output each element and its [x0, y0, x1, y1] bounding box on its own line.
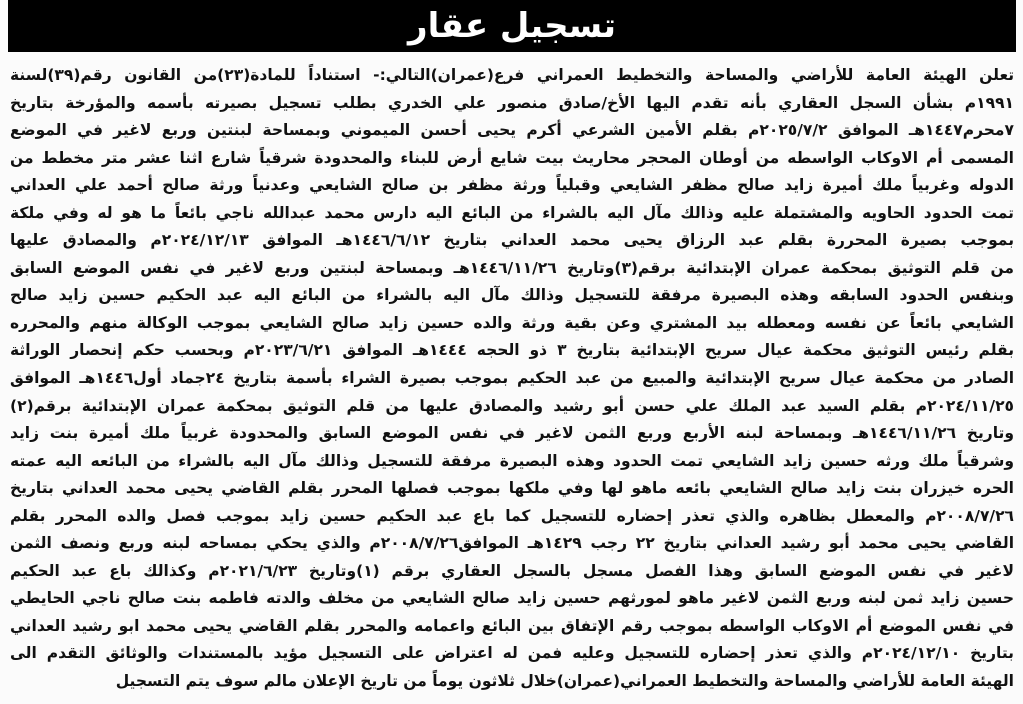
page-title: تسجيل عقار	[408, 6, 616, 46]
text-line: الهيئة العامة للأراضي والمساحة والتخطيط العمراني(عمران)خلال ثلاثون يوماً من تاريخ الإعلان مالم سوف يتم التسجيل	[115, 672, 1014, 691]
text-line: تمت الحدود الحاويه والمشتملة عليه وذالك مآل اليه بالشراء من البائع اليه دارس محمد عبدالله ناجي بائعاً ما هو له وفي ملكة	[10, 203, 1014, 222]
text-line: الدوله وغربياً ملك أميرة زايد صالح مظفر الشايعي وقبلياً ورثة مظفر بن صالح الشايعي وعدنياً ورثة صالح أحمد علي العداني	[10, 176, 1014, 195]
text-line: بتاريخ ٢٠٢٤/١٢/١٠م والذي تعذر إحضاره للتسجيل وعليه فمن له اعتراض على التسجيل مؤيد بالمستندات والوثائق التقدم الى	[10, 644, 1014, 663]
text-line: في نفس الموضع أم الاوكاب الواسطه بموجب رقم الإتفاق بين البائع واعمامه والمحرر بقلم القاضي يحيى محمد ابو رشيد العداني	[10, 616, 1014, 635]
text-line: حسين زايد ثمن لبنه وربع الثمن لاغير ماهو لمورثهم حسين زايد صالح الشايعي من مخلف والدته فاطمه بنت صالح ناجي الحايطي	[10, 589, 1014, 608]
text-line: لاغير في نفس الموضع السابق وهذا الفصل مسجل بالسجل العقاري برقم (١)وتاريخ ٢٠٢١/٦/٢٣م وكذالك باع عبد الحكيم	[10, 561, 1014, 580]
text-line: بموجب بصيرة المحررة بقلم عبد الرزاق يحيى محمد العداني بتاريخ ١٤٤٦/٦/١٢هـ الموافق ٢٠٢٤/١٢/١٣م والمصادق عليها	[10, 231, 1014, 250]
text-line: تعلن الهيئة العامة للأراضي والمساحة والتخطيط العمراني فرع(عمران)التالي:- استناداً للمادة(٢٣)من القانون رقم(٣٩)لسنة	[10, 66, 1014, 84]
text-line: القاضي يحيى محمد أبو رشيد العداني بتاريخ ٢٢ رجب ١٤٢٩هـ الموافق٢٠٠٨/٧/٢٦م والذي يحكي بمساحه لبنه وربع ونصف الثمن	[10, 534, 1014, 553]
text-line: ١٩٩١م بشأن السجل العقاري بأنه تقدم اليها الأخ/صادق منصور علي الخدري بطلب تسجيل بصيرته بأسمه والمؤرخة بتاريخ	[10, 93, 1014, 112]
text-line: ٢٠٢٤/١١/٢٥م بقلم السيد عبد الملك علي حسن أبو رشيد والمصادق عليها من قلم التوثيق بمحكمة عمران الإبتدائية برقم(٢)	[10, 396, 1014, 415]
text-line: وبنفس الحدود السابقه وهذه البصيرة مرفقة للتسجيل وذالك مآل اليه بالشراء من البائع اليه عبد الحكيم حسين زايد صالح	[10, 286, 1014, 305]
notice-body	[10, 62, 1014, 696]
text-line: ٧محرم١٤٤٧هـ الموافق ٢٠٢٥/٧/٢م بقلم الأمين الشرعي أكرم يحيى أحسن الميموني وبمساحة لبنتين وربع لاغير في الموضع	[10, 121, 1014, 140]
text-line: وتاريخ ١٤٤٦/١١/٢٦هـ وبمساحة لبنه الأربع وربع الثمن لاغير في نفس الموضع السابق والمحدودة غربياً ملك أميرة بنت زايد	[10, 424, 1014, 443]
text-line: ٢٠٠٨/٧/٢٦م والمعطل بظاهره والذي تعذر إحضاره للتسجيل كما باع عبد الحكيم حسين زايد بموجب فصل والده المحرر بقلم	[10, 506, 1014, 525]
text-line: الصادر من محكمة عيال سريح الإبتدائية والمبيع من عبد الحكيم بموجب بصيرة الشراء بأسمة بتاريخ ٢٤جماد أول١٤٤٦هـ الموافق	[10, 369, 1014, 388]
text-line: الحره خيزران بنت زايد صالح الشايعي بائعه ماهو لها وفي ملكها بموجب فصلها المحرر بقلم القاضي يحيى محمد العداني بتاريخ	[10, 479, 1014, 498]
text-line: من قلم التوثيق بمحكمة عمران الإبتدائية برقم(٣)وتاريخ ١٤٤٦/١١/٢٦هـ وبمساحة لبنتين وربع لاغير في نفس الموضع السابق	[10, 258, 1014, 277]
text-line: المسمى أم الاوكاب الواسطه من أوطان المحجر محاريث بيت شايع أرض للبناء والمحدودة شرقياً شارع اثنا عشر متر مخطط من	[10, 148, 1014, 167]
text-line: بقلم رئيس التوثيق محكمة عيال سريح الإبتدائية بتاريخ ٣ ذو الحجه ١٤٤٤هـ الموافق ٢٠٢٣/٦/٢١م وبحسب حكم إنحصار الوراثة	[10, 341, 1014, 360]
text-line: وشرقياً ملك ورثه حسين زايد الشايعي تمت الحدود وهذه البصيرة مرفقة للتسجيل وذالك مآل اليه بالشراء من البائعه اليه عمته	[10, 451, 1014, 470]
title-banner	[8, 0, 1016, 52]
text-line: الشايعي بائعاً عن نفسه ومعطله بيد المشتري وعن بقية ورثة والده حسين زايد صالح الشايعي بموجب الوكالة منهم والمحرره	[10, 313, 1014, 332]
